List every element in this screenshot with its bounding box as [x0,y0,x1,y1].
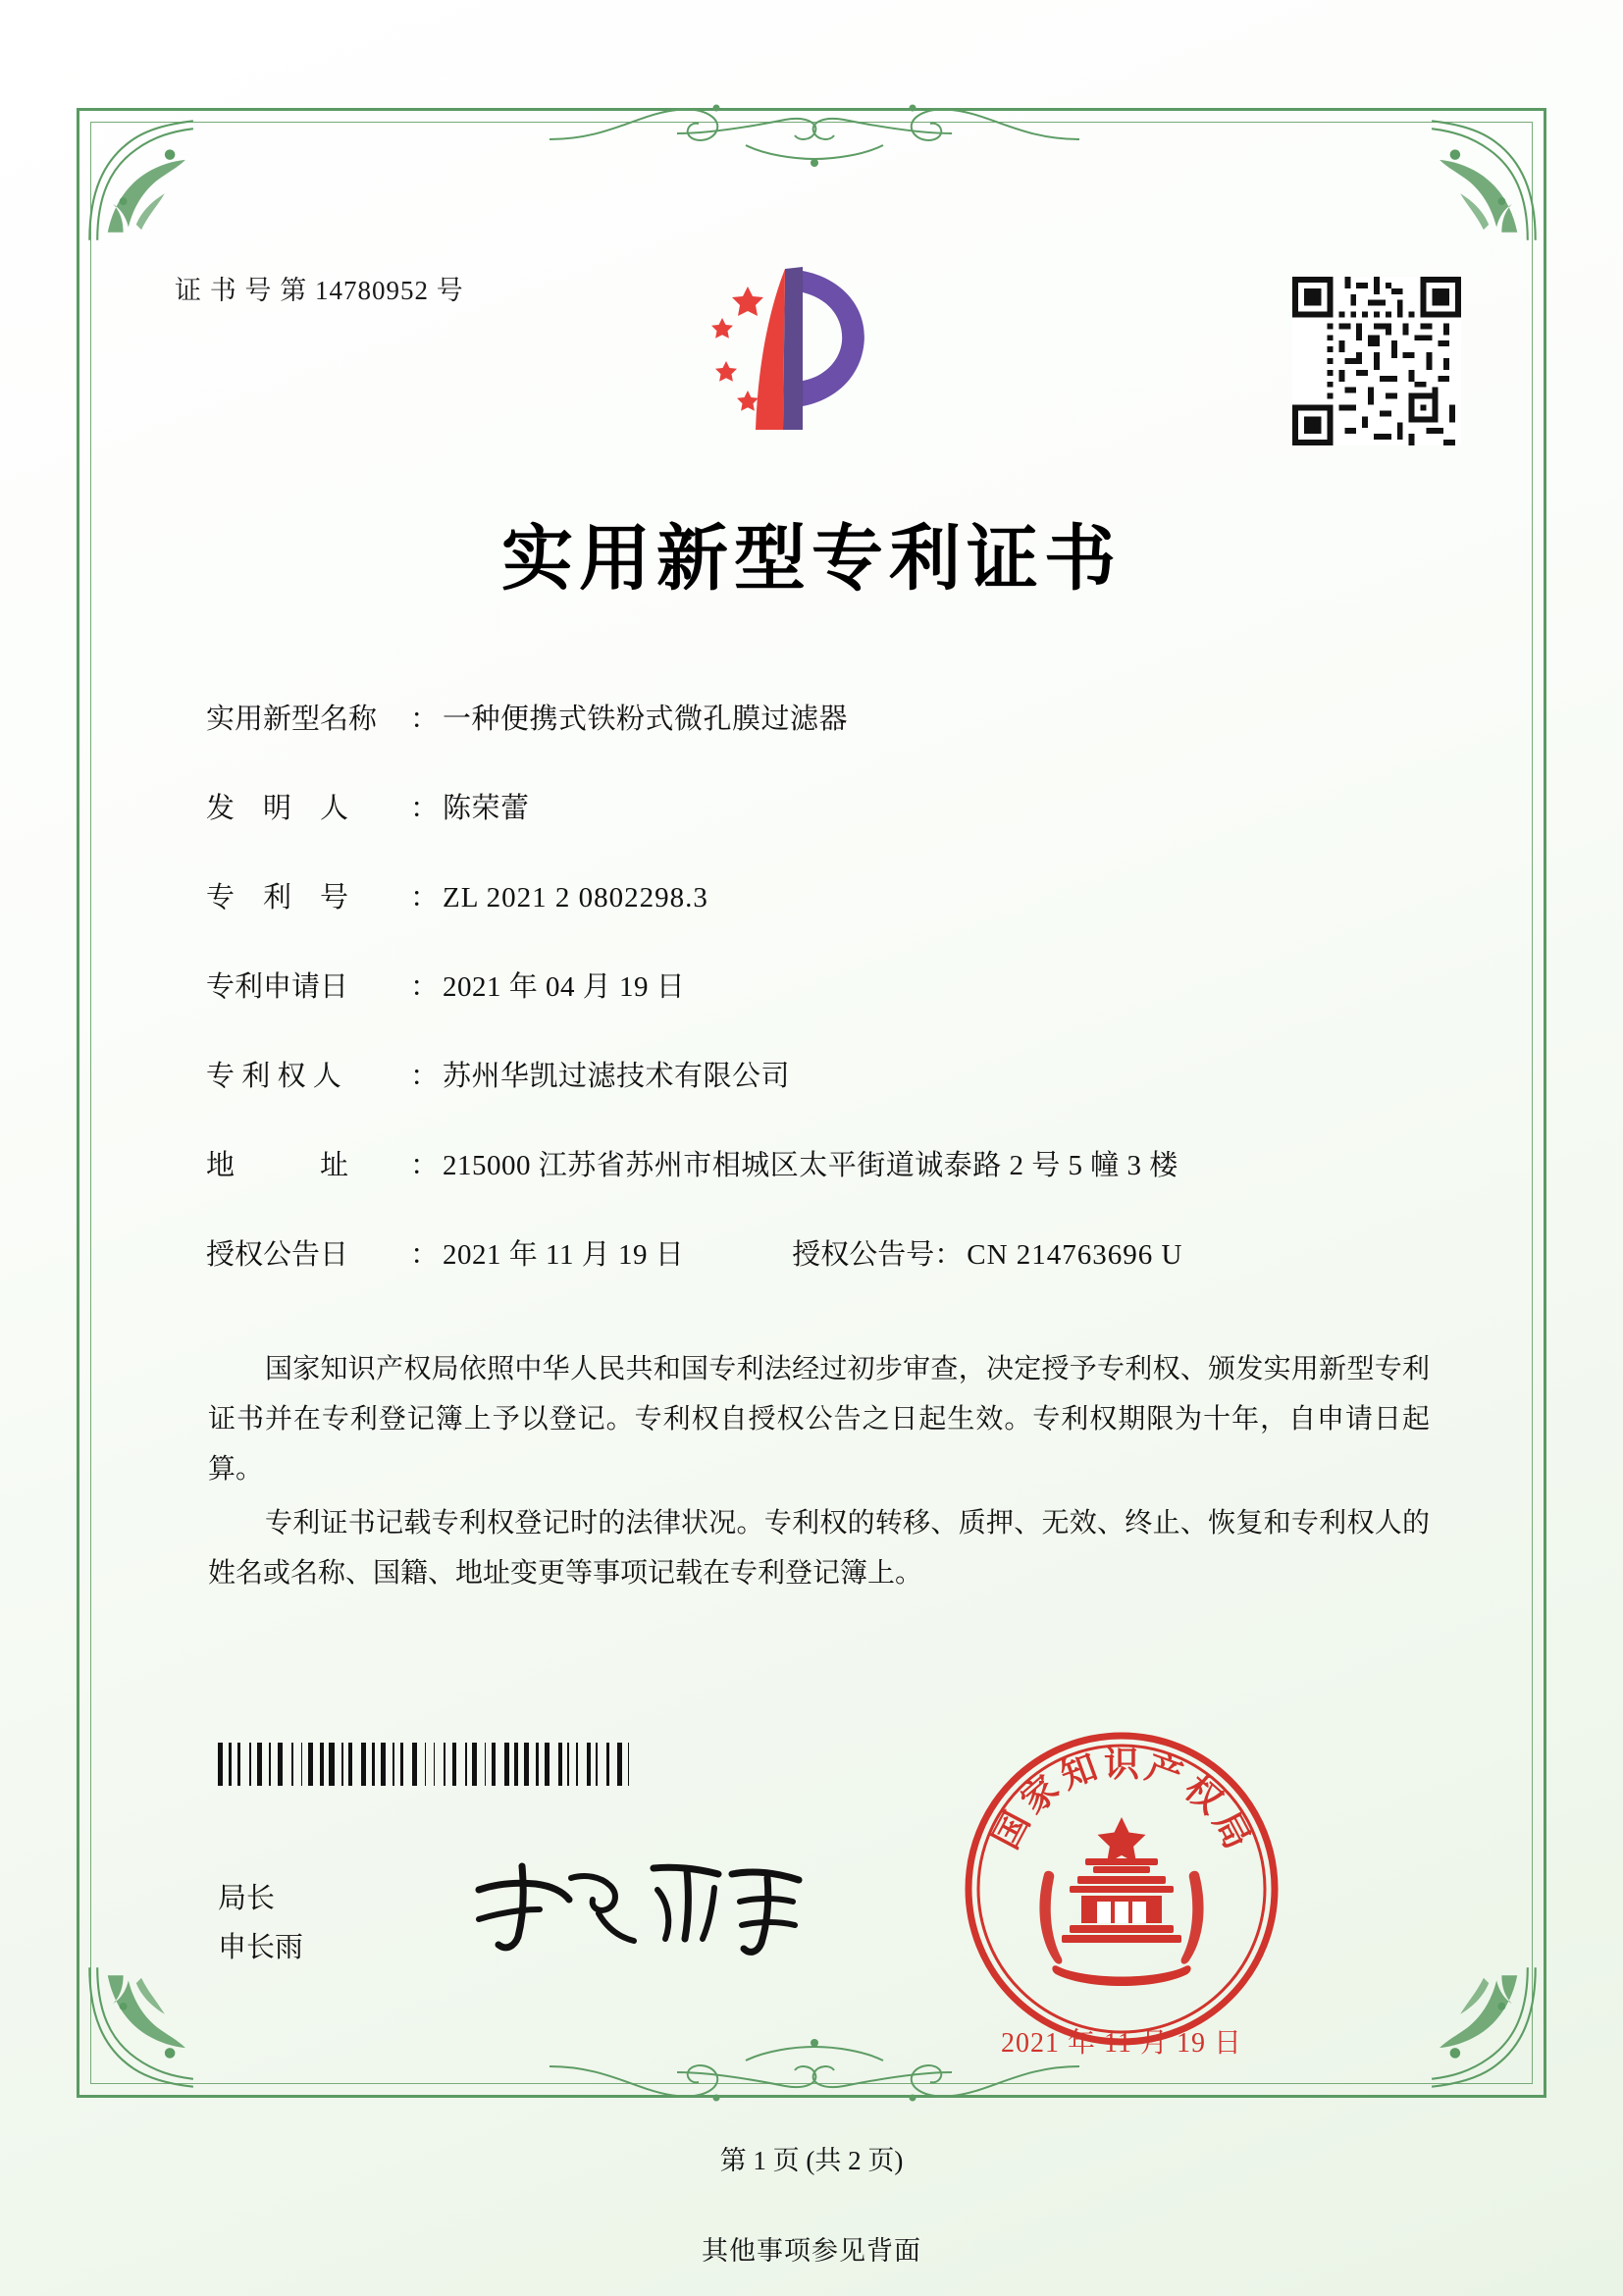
back-side-note: 其他事项参见背面 [702,2236,921,2266]
page-indicator: 第 1 页 (共 2 页) [719,2146,904,2175]
corner-ornament-icon [1411,116,1541,245]
field-row-grant [206,1232,1442,1273]
legal-text [208,1344,1430,1602]
grant-number-label: 授权公告号 [792,1239,935,1271]
field-colon: ： [934,1239,964,1271]
signature-handwriting-icon [461,1845,824,1962]
field-row-patentee [206,1054,1442,1094]
cnipa-logo-icon [687,253,903,440]
field-colon: ： [410,1239,440,1271]
field-row-inventor [206,786,1442,826]
signature-name: 申长雨 [218,1932,304,1963]
svg-text:知: 知 [1055,1746,1103,1798]
field-label: 专 利 号 [206,882,349,913]
paragraph-1: 国家知识产权局依照中华人民共和国专利法经过初步审查，决定授予专利权、颁发实用新型专利证书并在专利登记簿上予以登记。专利权自授权公告之日起生效。专利权期限为十年，自申请日起算。 [208,1354,1430,1485]
field-colon: ： [410,793,440,824]
official-red-seal-icon [960,1727,1283,2051]
corner-ornament-icon [84,1962,214,2092]
svg-text:国: 国 [984,1804,1038,1856]
page-title: 实用新型专利证书 [501,516,1122,600]
field-value: 陈荣蕾 [443,793,530,824]
corner-ornament-icon [84,116,214,245]
qr-code-icon [1292,277,1461,445]
barcode [218,1743,640,1786]
field-value: ZL 2021 2 0802298.3 [443,882,708,913]
field-row-application-date [206,965,1442,1005]
field-row-address [206,1143,1442,1183]
field-label: 实用新型名称 [206,704,378,735]
grant-date-label: 授权公告日 [206,1239,349,1271]
field-label: 发 明 人 [206,793,349,824]
field-colon: ： [410,971,440,1003]
field-value: 一种便携式铁粉式微孔膜过滤器 [443,704,849,735]
field-colon: ： [410,1150,440,1181]
grant-number-value: CN 214763696 U [967,1239,1183,1271]
corner-ornament-icon [1411,1962,1541,2092]
field-value: 215000 江苏省苏州市相城区太平街道诚泰路 2 号 5 幢 3 楼 [443,1150,1178,1181]
field-value: 2021 年 04 月 19 日 [443,971,686,1003]
svg-text:识: 识 [1103,1744,1140,1785]
field-colon: ： [410,704,440,735]
field-list [206,697,1442,1322]
field-row-patent-number [206,875,1442,915]
field-label: 专利申请日 [206,971,349,1003]
field-colon: ： [410,1061,440,1092]
field-label: 地 址 [206,1150,349,1181]
field-value: 苏州华凯过滤技术有限公司 [443,1061,791,1092]
svg-text:权: 权 [1176,1767,1230,1822]
svg-text:产: 产 [1140,1746,1188,1798]
paragraph-2: 专利证书记载专利权登记时的法律状况。专利权的转移、质押、无效、终止、恢复和专利权人的姓名或名称、国籍、地址变更等事项记载在专利登记簿上。 [208,1508,1430,1589]
seal-date: 2021 年 11 月 19 日 [1001,2028,1242,2059]
grant-date-value: 2021 年 11 月 19 日 [443,1239,685,1271]
field-label: 专 利 权 人 [206,1061,341,1092]
top-flourish-ornament-icon [550,94,1079,173]
signature-title: 局长 [218,1883,276,1914]
signature-block [218,1874,303,1972]
field-row-name [206,697,1442,737]
field-colon: ： [410,882,440,913]
svg-text:家: 家 [1013,1767,1068,1822]
svg-text:局: 局 [1205,1804,1259,1856]
certificate-number: 证 书 号 第 14780952 号 [175,276,464,305]
